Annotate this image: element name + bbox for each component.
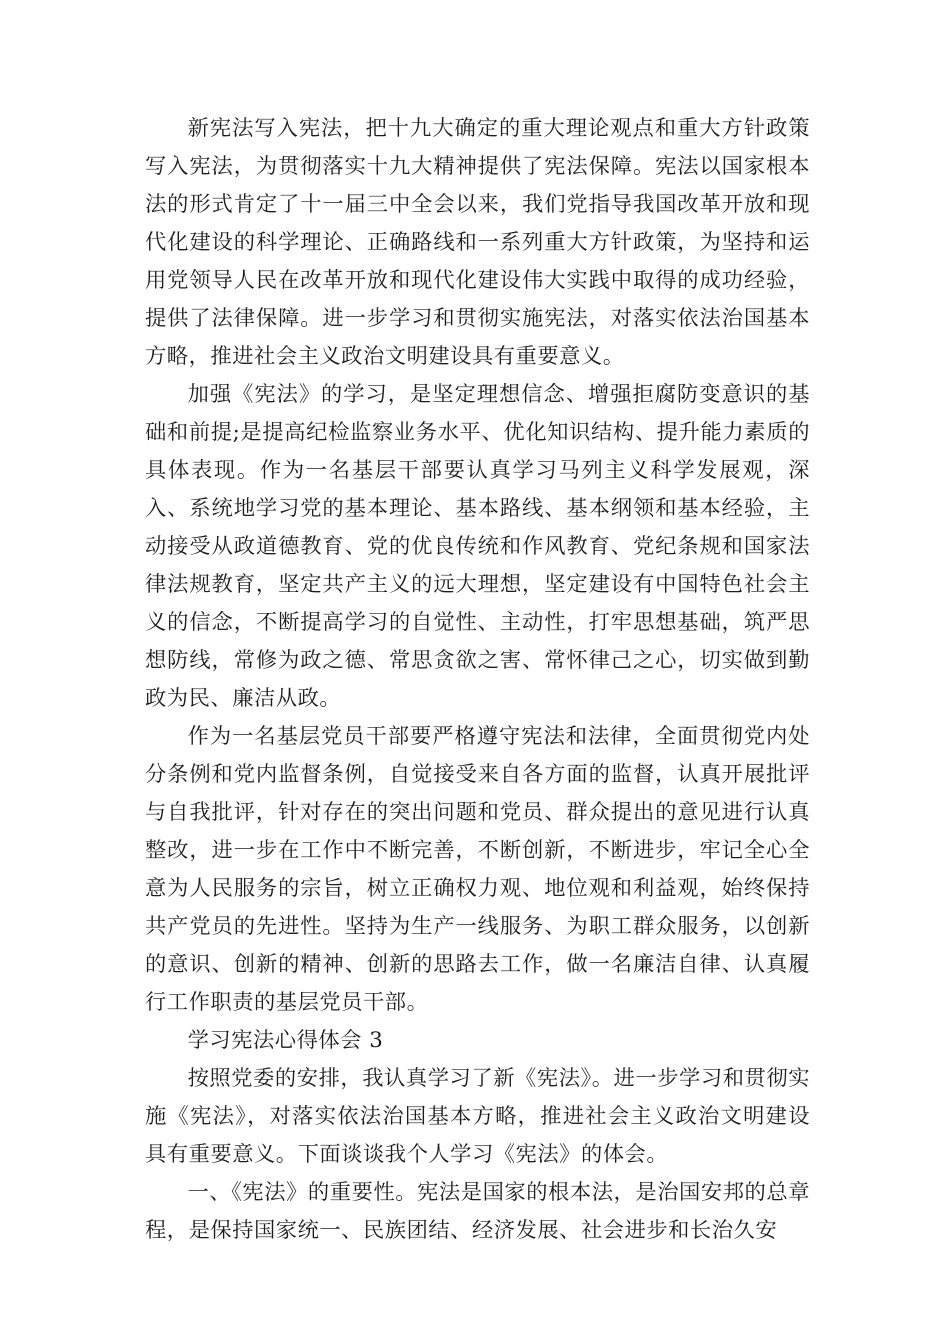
section-paragraph-2: 一、《宪法》的重要性。宪法是国家的根本法，是治国安邦的总章程，是保持国家统一、民族团结、经济发展、社会进步和长治久安 <box>145 1180 810 1243</box>
paragraph-1: 新宪法写入宪法，把十九大确定的重大理论观点和重大方针政策写入宪法，为贯彻落实十九大精神提供了宪法保障。宪法以国家根本法的形式肯定了十一届三中全会以来，我们党指导我国改革开放和现代化建设的科学理论、正确路线和一系列重大方针政策，为坚持和运用党领导人民在改革开放和现代化建设伟大实践中取得的成功经验，提供了法律保障。进一步学习和贯彻实施宪法，对落实依法治国基本方略，推进社会主义政治文明建设具有重要意义。 <box>145 116 810 369</box>
document-body <box>145 110 810 1250</box>
section-heading: 学习宪法心得体会 3 <box>187 1028 384 1053</box>
paragraph-3: 作为一名基层党员干部要严格遵守宪法和法律，全面贯彻党内处分条例和党内监督条例，自觉接受来自各方面的监督，认真开展批评与自我批评，针对存在的突出问题和党员、群众提出的意见进行认真整改，进一步在工作中不断完善，不断创新，不断进步，牢记全心全意为人民服务的宗旨，树立正确权力观、地位观和利益观，始终保持共产党员的先进性。坚持为生产一线服务、为职工群众服务，以创新的意识、创新的精神、创新的思路去工作，做一名廉洁自律、认真履行工作职责的基层党员干部。 <box>145 724 810 1015</box>
section-paragraph-1: 按照党委的安排，我认真学习了新《宪法》。进一步学习和贯彻实施《宪法》，对落实依法治国基本方略，推进社会主义政治文明建设具有重要意义。下面谈谈我个人学习《宪法》的体会。 <box>145 1066 810 1167</box>
paragraph-2: 加强《宪法》的学习，是坚定理想信念、增强拒腐防变意识的基础和前提;是提高纪检监察业务水平、优化知识结构、提升能力素质的具体表现。作为一名基层干部要认真学习马列主义科学发展观，深入、系统地学习党的基本理论、基本路线、基本纲领和基本经验，主动接受从政道德教育、党的优良传统和作风教育、党纪条规和国家法律法规教育，坚定共产主义的远大理想，坚定建设有中国特色社会主义的信念，不断提高学习的自觉性、主动性，打牢思想基础，筑严思想防线，常修为政之德、常思贪欲之害、常怀律己之心，切实做到勤政为民、廉洁从政。 <box>145 382 810 711</box>
